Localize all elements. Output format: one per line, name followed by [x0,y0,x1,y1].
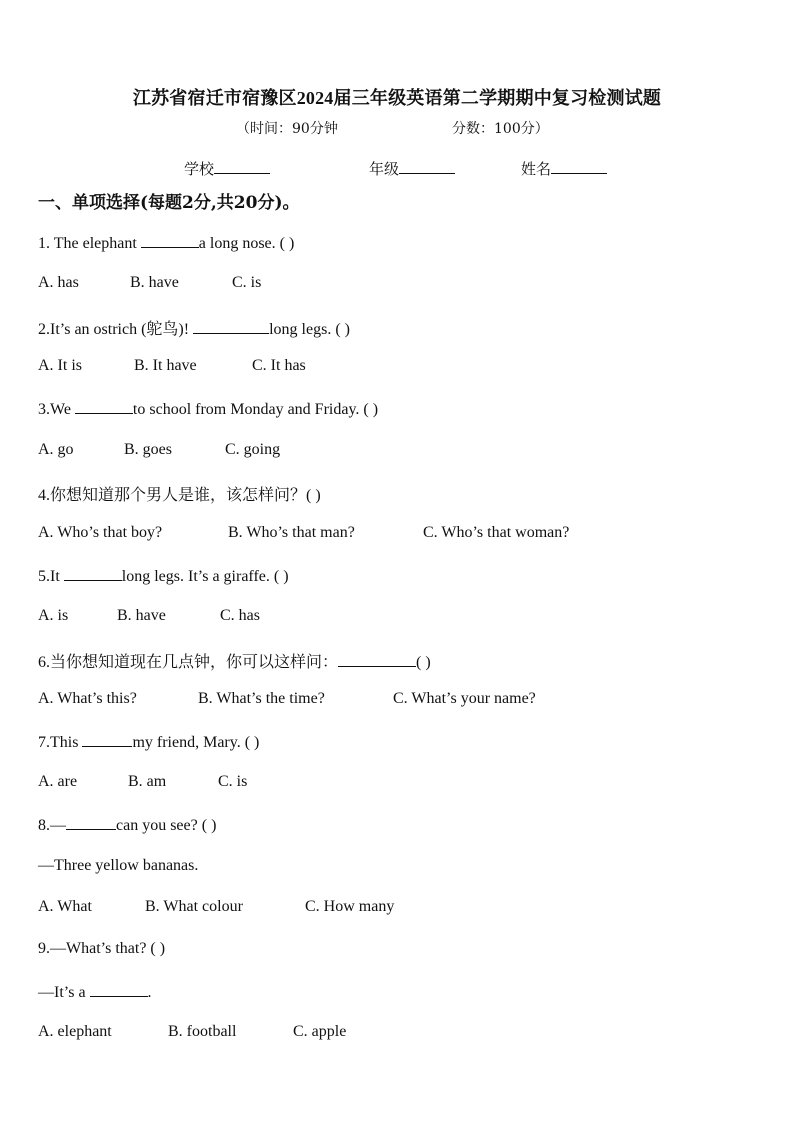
option-c: C. It has [252,357,306,374]
school-blank [214,159,270,174]
option-a: A. is [38,607,69,624]
option-c: C. What’s your name? [393,690,536,707]
answer-blank [82,732,132,747]
question-5-text: 5.It [38,568,64,585]
option-b: B. goes [124,441,172,458]
option-c: C. is [232,274,262,291]
answer-blank [66,815,116,830]
section-heading: 一、单项选择(每题2分,共20分)。 [38,193,300,213]
option-c: C. How many [305,898,395,915]
question-9-options [38,1023,538,1043]
exam-score: 分数：100分） [452,121,549,137]
question-3-text-end: to school from Monday and Friday. ( ) [132,401,379,418]
answer-blank [193,319,269,334]
school-field [184,158,270,179]
school-label: 学校 [184,160,215,178]
question-3-text: 3.We [38,401,75,418]
answer-blank [338,652,416,667]
question-3 [38,399,378,419]
question-4-options [38,524,678,544]
option-c: C. Who’s that woman? [423,524,570,541]
question-4: 4.你想知道那个男人是谁，该怎样问？( ) [38,487,321,504]
question-6-text: 6.当你想知道现在几点钟，你可以这样问： [38,654,339,671]
question-2-options [38,357,438,377]
question-5 [38,566,289,586]
option-b: B. have [117,607,166,624]
question-8-text-end: can you see? ( ) [116,817,217,834]
question-9-answer [38,982,152,1002]
option-a: A. go [38,441,74,458]
question-1 [38,233,294,253]
option-b: B. It have [134,357,197,374]
name-field [521,158,607,179]
answer-blank [64,566,122,581]
question-1-text-end: a long nose. ( ) [198,235,295,252]
question-9-answer-text: —It’s a [38,984,90,1001]
option-c: C. apple [293,1023,347,1040]
question-3-options [38,441,438,461]
option-b: B. What’s the time? [198,690,325,707]
option-b: B. Who’s that man? [228,524,355,541]
question-5-text-end: long legs. It’s a giraffe. ( ) [121,568,289,585]
option-b: B. am [128,773,167,790]
page-title: 江苏省宿迁市宿豫区2024届三年级英语第二学期期中复习检测试题 [132,88,662,108]
option-c: C. going [225,441,281,458]
question-7 [38,732,259,752]
question-1-text: 1. The elephant [38,235,141,252]
option-a: A. are [38,773,78,790]
question-9-answer-end: . [147,984,152,1001]
exam-time: （时间：90分钟 [236,121,338,137]
question-5-options [38,607,438,627]
question-6 [38,649,431,672]
answer-blank [75,399,133,414]
answer-blank [141,233,199,248]
option-a: A. What’s this? [38,690,137,707]
option-c: C. is [218,773,248,790]
question-8-text: 8.— [38,817,66,834]
option-b: B. What colour [145,898,243,915]
option-b: B. football [168,1023,237,1040]
option-a: A. has [38,274,79,291]
option-a: A. elephant [38,1023,112,1040]
name-label: 姓名 [521,160,552,178]
question-7-text: 7.This [38,734,83,751]
answer-blank [90,982,148,997]
question-8-answer: —Three yellow bananas. [38,857,199,874]
question-8-options [38,898,538,918]
question-7-text-end: my friend, Mary. ( ) [132,734,260,751]
grade-label: 年级 [369,160,400,178]
option-a: A. It is [38,357,82,374]
question-8 [38,815,216,835]
question-7-options [38,773,438,793]
option-c: C. has [220,607,260,624]
grade-field [369,158,455,179]
question-2-text: 2.It’s an ostrich (鸵鸟)! [38,321,194,338]
question-2-text-end: long legs. ( ) [269,321,350,338]
question-2 [38,316,350,339]
option-a: A. What [38,898,92,915]
option-b: B. have [130,274,179,291]
question-1-options [38,274,438,294]
question-6-options [38,690,678,710]
question-6-text-end: ( ) [416,654,431,671]
option-a: A. Who’s that boy? [38,524,163,541]
name-blank [551,159,607,174]
question-9: 9.—What’s that? ( ) [38,940,166,957]
grade-blank [399,159,455,174]
